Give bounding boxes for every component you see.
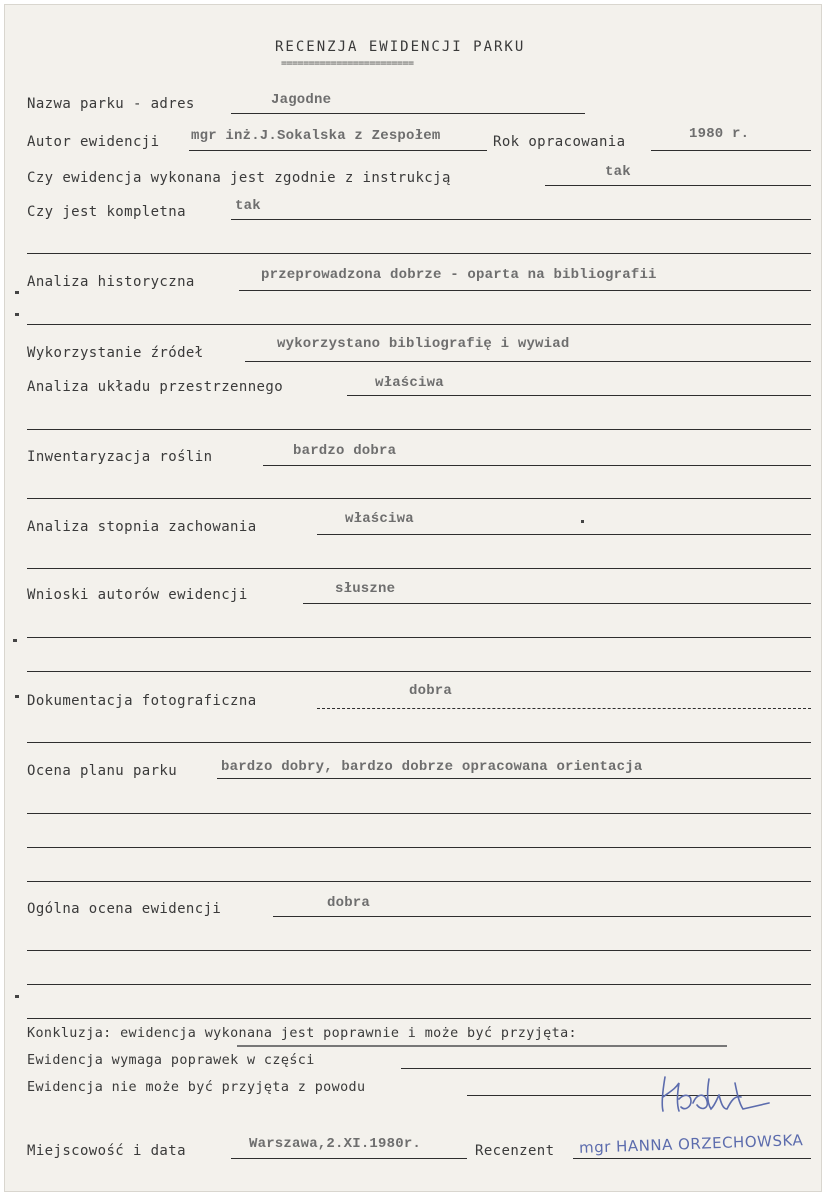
blank-line [27,429,811,430]
handwritten-signature [657,1069,773,1117]
uklad-line [347,395,811,396]
reviewer-line [573,1158,811,1159]
historyczna-line [239,290,811,291]
zrodla-label: Wykorzystanie źródeł [27,345,204,361]
wnioski-line [303,603,811,604]
blank-line [27,742,811,743]
rok-value: 1980 r. [689,126,750,142]
reviewer-value: mgr HANNA ORZECHOWSKA [578,1131,804,1157]
blank-line [27,568,811,569]
conclusion-line-2: Ewidencja wymaga poprawek w części [27,1053,315,1068]
zgodnie-value: tak [605,164,631,180]
blank-line [27,253,811,254]
reviewer-label: Recenzent [475,1143,555,1159]
rok-line [651,150,811,151]
zachowanie-label: Analiza stopnia zachowania [27,519,257,535]
plan-value: bardzo dobry, bardzo dobrze opracowana orientacja [221,759,643,775]
margin-mark [13,639,17,642]
zgodnie-label: Czy ewidencja wykonana jest zgodnie z instrukcją [27,170,451,186]
historyczna-label: Analiza historyczna [27,274,195,290]
blank-line [27,1018,811,1019]
inwentaryzacja-label: Inwentaryzacja roślin [27,449,213,465]
blank-line [27,847,811,848]
zrodla-line [245,361,811,362]
blank-line [27,813,811,814]
inwentaryzacja-line [263,465,811,466]
autor-value: mgr inż.J.Sokalska z Zespołem [191,128,441,144]
historyczna-value: przeprowadzona dobrze - oparta na bibliografii [261,267,657,283]
speck-mark [581,520,584,523]
kompletna-line [231,219,811,220]
blank-line [27,637,811,638]
conclusion-underline [237,1045,727,1047]
kompletna-label: Czy jest kompletna [27,204,186,220]
title-underline: ======================== [281,58,414,69]
zachowanie-value: właściwa [345,511,414,527]
zachowanie-line [317,534,811,535]
autor-line [189,150,487,151]
conclusion-line-1: Konkluzja: ewidencja wykonana jest poprawnie i może być przyjęta: [27,1026,578,1041]
margin-mark [15,695,19,698]
uklad-value: właściwa [375,375,444,391]
plan-label: Ocena planu parku [27,763,178,779]
blank-line [27,984,811,985]
place-label: Miejscowość i data [27,1143,186,1159]
nazwa-line [231,113,585,114]
blank-line [27,881,811,882]
margin-mark [15,313,19,316]
blank-line [27,671,811,672]
dokumentacja-value: dobra [409,683,453,699]
dokumentacja-line [317,708,811,709]
place-value: Warszawa,2.XI.1980r. [249,1136,422,1152]
zgodnie-line [545,185,811,186]
ocena-line [273,916,811,917]
nazwa-value: Jagodne [271,92,332,108]
wnioski-label: Wnioski autorów ewidencji [27,587,248,603]
blank-line [27,950,811,951]
kompletna-value: tak [235,198,261,214]
ocena-label: Ogólna ocena ewidencji [27,901,222,917]
blank-line [27,324,811,325]
rok-label: Rok opracowania [493,134,626,150]
margin-mark [15,291,19,294]
nazwa-label: Nazwa parku - adres [27,96,195,112]
margin-mark [15,995,19,998]
autor-label: Autor ewidencji [27,134,160,150]
plan-line [217,778,811,779]
zrodla-value: wykorzystano bibliografię i wywiad [277,336,570,352]
document-page [4,4,822,1192]
uklad-label: Analiza układu przestrzennego [27,379,284,395]
inwentaryzacja-value: bardzo dobra [293,443,397,459]
dokumentacja-label: Dokumentacja fotograficzna [27,693,257,709]
conclusion-line-3: Ewidencja nie może być przyjęta z powodu [27,1080,366,1095]
ocena-value: dobra [327,895,371,911]
wnioski-value: słuszne [335,581,396,597]
place-line [231,1158,467,1159]
page-title: RECENZJA EWIDENCJI PARKU [275,39,526,55]
blank-line [27,498,811,499]
